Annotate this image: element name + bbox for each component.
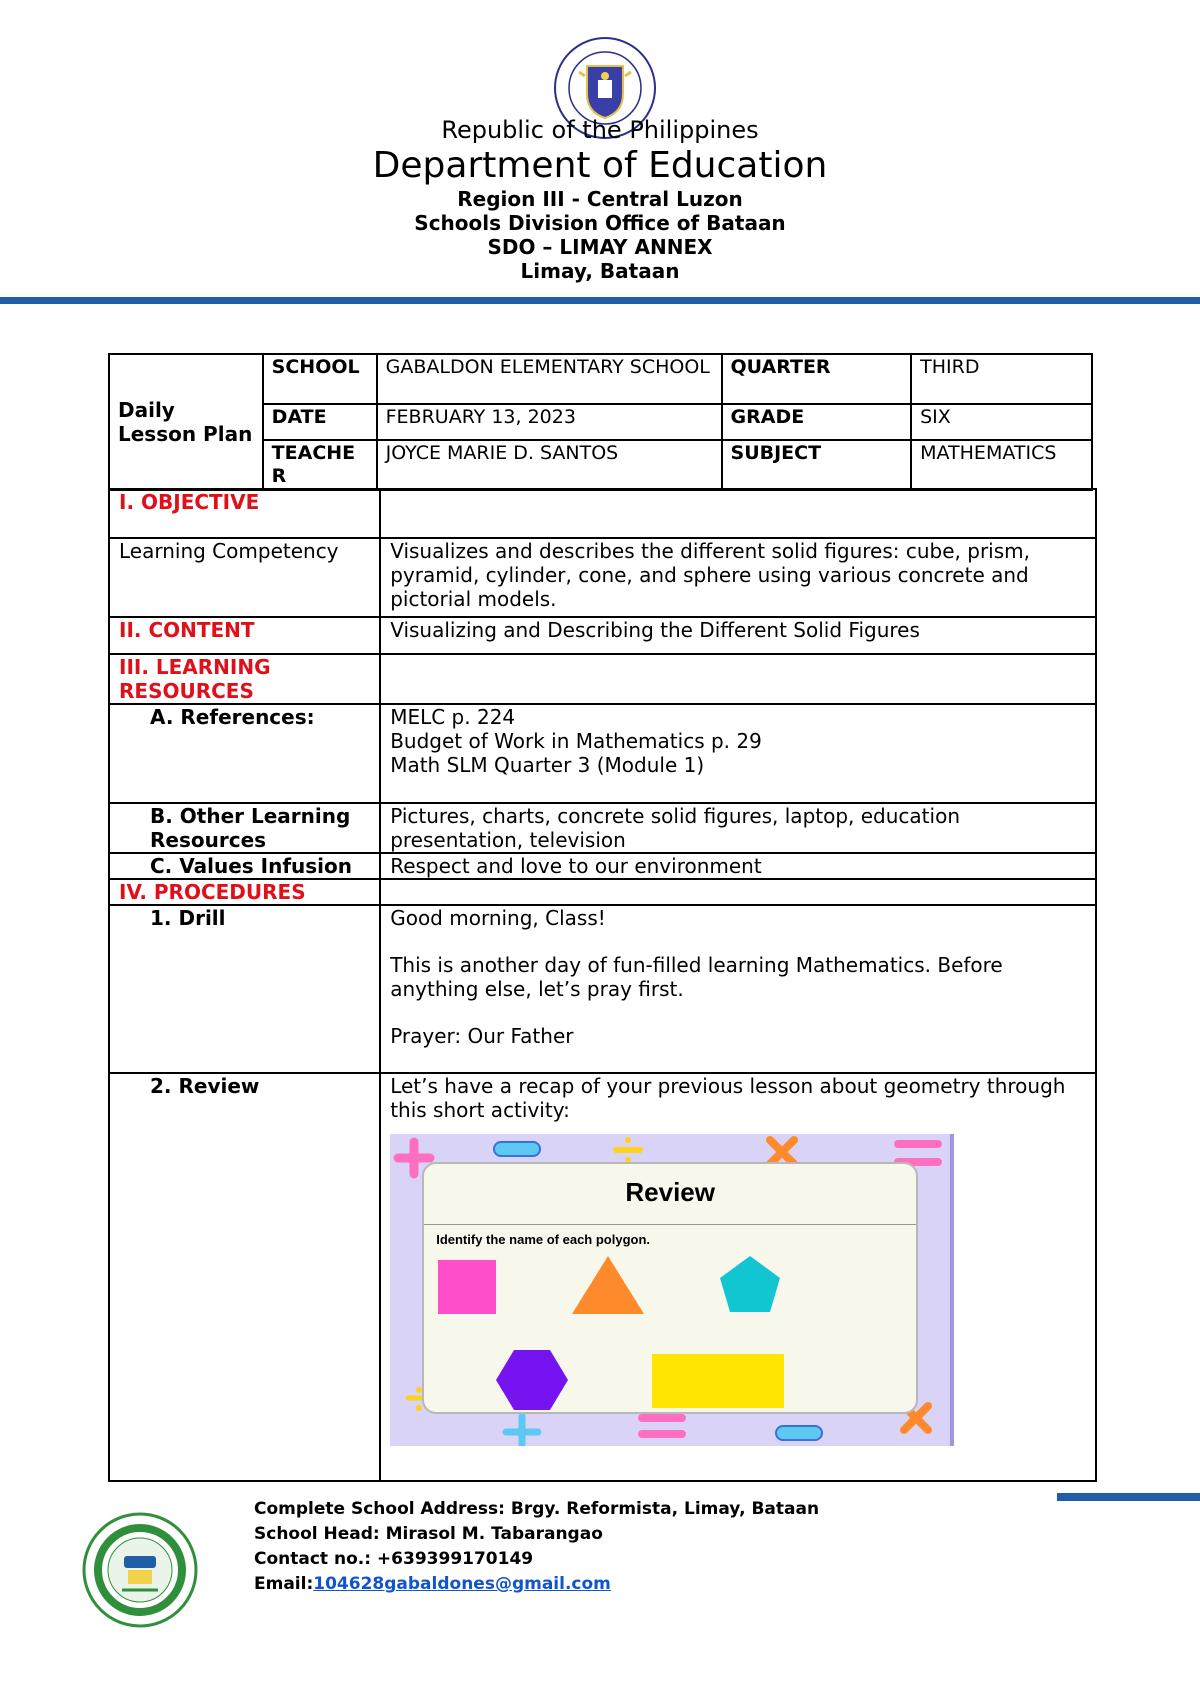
drill-cell xyxy=(380,905,1096,1073)
location-heading: Limay, Bataan xyxy=(520,259,680,283)
hexagon-shape xyxy=(496,1350,568,1410)
date-value: FEBRUARY 13, 2023 xyxy=(377,404,722,440)
reference-item: Budget of Work in Mathematics p. 29 xyxy=(390,729,762,753)
lesson-info-table xyxy=(108,353,1093,491)
subject-label: SUBJECT xyxy=(722,440,912,490)
email-label: Email: xyxy=(254,1574,314,1594)
rectangle-shape xyxy=(652,1354,784,1408)
polygon-shapes xyxy=(424,1164,916,1412)
school-label: SCHOOL xyxy=(263,354,377,404)
procedures-heading: IV. PROCEDURES xyxy=(109,879,380,905)
department-heading: Department of Education xyxy=(372,145,828,186)
grade-label: GRADE xyxy=(722,404,912,440)
review-cell xyxy=(380,1073,1096,1481)
footer-address: Complete School Address: Brgy. Reformista, Limay, Bataan xyxy=(254,1499,820,1519)
teacher-value: JOYCE MARIE D. SANTOS xyxy=(377,440,722,490)
quarter-label: QUARTER xyxy=(722,354,912,404)
values-value: Respect and love to our environment xyxy=(380,853,1096,879)
drill-label: 1. Drill xyxy=(109,905,380,1073)
quarter-value: THIRD xyxy=(911,354,1092,404)
sdo-heading: SDO – LIMAY ANNEX xyxy=(487,235,713,259)
footer-school-head: School Head: Mirasol M. Tabarangao xyxy=(254,1524,603,1544)
content-value: Visualizing and Describing the Different Solid Figures xyxy=(380,617,1096,654)
objective-heading: I. OBJECTIVE xyxy=(109,489,380,538)
header-divider xyxy=(0,297,1200,304)
subject-value: MATHEMATICS xyxy=(911,440,1092,490)
footer-accent-bar xyxy=(1057,1493,1200,1501)
review-title: Review xyxy=(625,1177,715,1207)
dlp-label: Daily Lesson Plan xyxy=(109,354,263,490)
review-board xyxy=(422,1162,918,1414)
review-activity-image xyxy=(390,1134,954,1446)
competency-value: Visualizes and describes the different solid figures: cube, prism, pyramid, cylinder, cone, and sphere using various concrete and pictorial models. xyxy=(380,538,1096,617)
footer-contact: Contact no.: +639399170149 xyxy=(254,1549,534,1569)
objective-cell xyxy=(380,489,1096,538)
region-heading: Region III - Central Luzon xyxy=(457,187,743,211)
content-heading: II. CONTENT xyxy=(109,617,380,654)
teacher-label: TEACHE R xyxy=(263,440,377,490)
resources-heading: III. LEARNING RESOURCES xyxy=(109,654,380,704)
square-shape xyxy=(438,1260,496,1314)
references-cell xyxy=(380,704,1096,803)
lesson-plan-table xyxy=(108,488,1097,1482)
drill-prayer: Prayer: Our Father xyxy=(390,1024,574,1048)
email-link[interactable]: 104628gabaldones@gmail.com xyxy=(313,1574,611,1594)
school-logo xyxy=(82,1512,198,1628)
other-resources-text: B. Other Learning Resources xyxy=(150,804,351,852)
review-text: Let’s have a recap of your previous lesson about geometry through this short activity: xyxy=(390,1074,1066,1122)
drill-greeting: Good morning, Class! xyxy=(390,906,606,930)
references-label: A. References: xyxy=(109,704,380,803)
procedures-cell xyxy=(380,879,1096,905)
school-value: GABALDON ELEMENTARY SCHOOL xyxy=(377,354,722,404)
resources-cell xyxy=(380,654,1096,704)
triangle-shape xyxy=(572,1256,644,1314)
pentagon-shape xyxy=(720,1256,780,1312)
other-resources-label xyxy=(109,803,380,853)
review-label: 2. Review xyxy=(109,1073,380,1481)
date-label: DATE xyxy=(263,404,377,440)
competency-label: Learning Competency xyxy=(109,538,380,617)
footer-email-line xyxy=(254,1574,611,1594)
division-heading: Schools Division Office of Bataan xyxy=(414,211,786,235)
republic-heading: Republic of the Philippines xyxy=(441,116,759,144)
drill-intro: This is another day of fun-filled learning Mathematics. Before anything else, let’s pray first. xyxy=(390,953,1003,1001)
reference-item: Math SLM Quarter 3 (Module 1) xyxy=(390,753,705,777)
review-instruction: Identify the name of each polygon. xyxy=(436,1232,651,1247)
other-resources-value: Pictures, charts, concrete solid figures, laptop, education presentation, television xyxy=(380,803,1096,853)
values-label: C. Values Infusion xyxy=(109,853,380,879)
grade-value: SIX xyxy=(911,404,1092,440)
reference-item: MELC p. 224 xyxy=(390,705,516,729)
